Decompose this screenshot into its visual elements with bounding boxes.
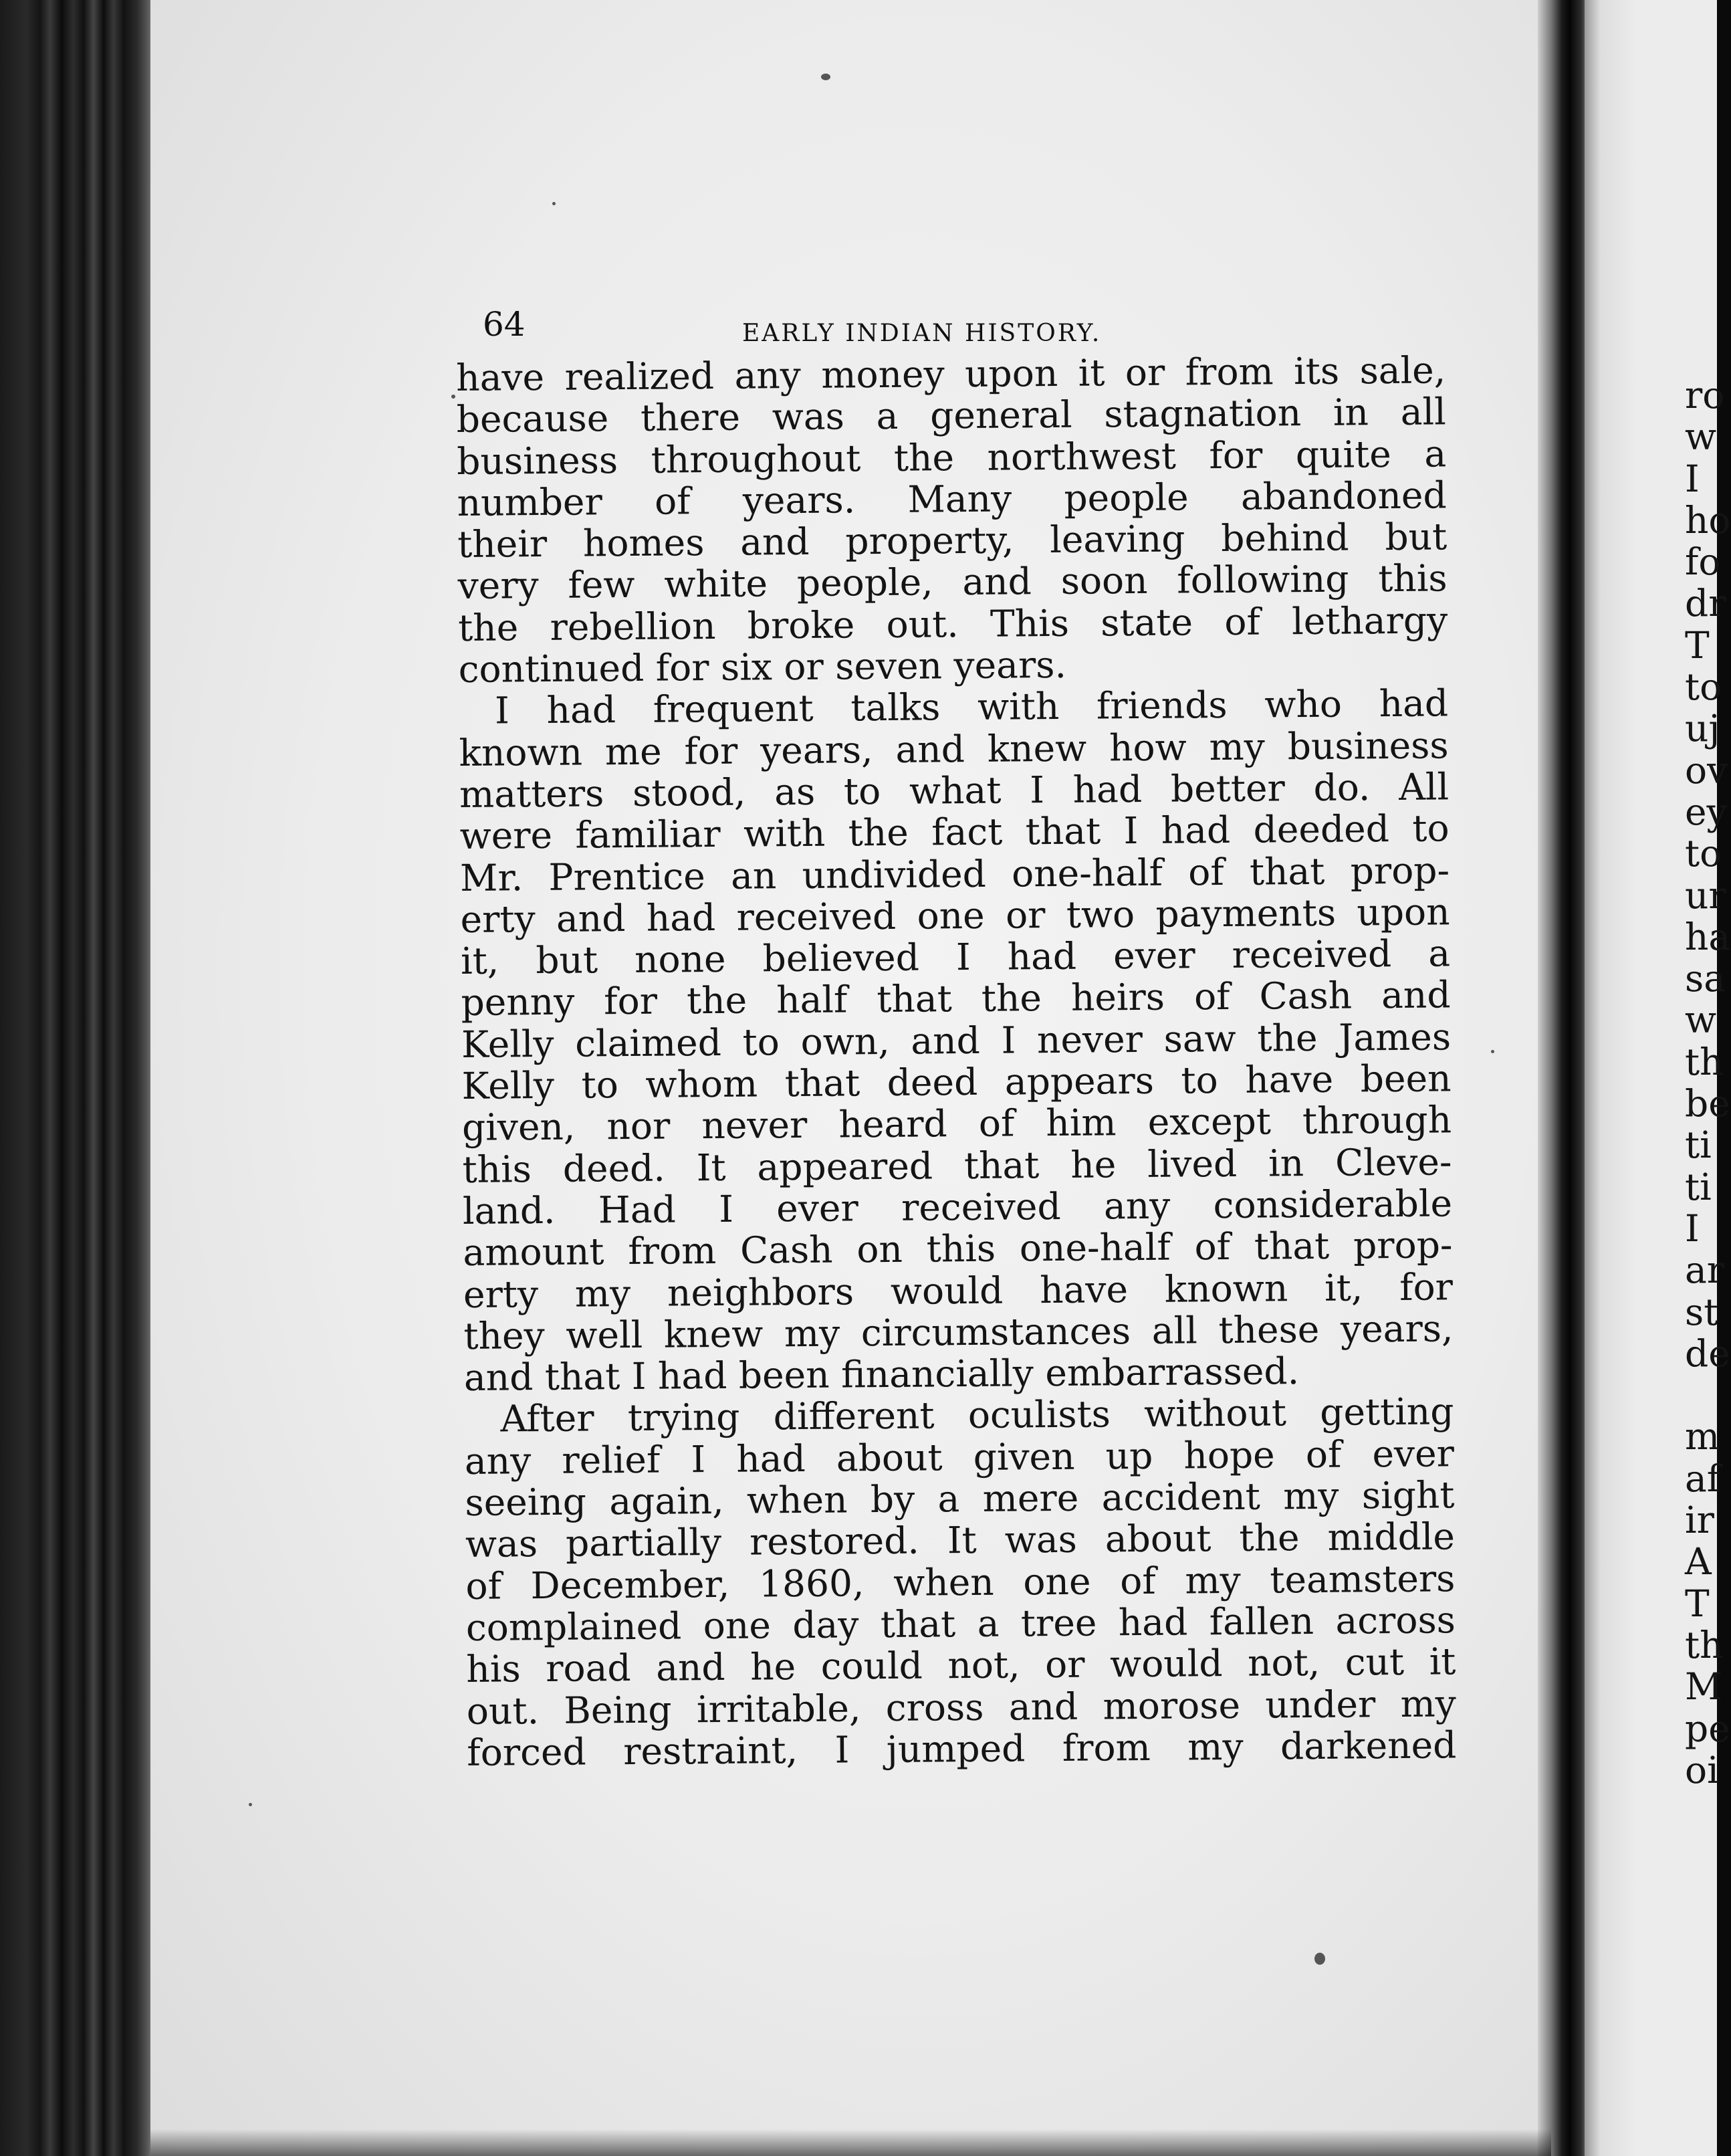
text-line: matters stood, as to what I had better do. All: [459, 765, 1450, 816]
facing-line: T: [1685, 1582, 1710, 1625]
book-binding-edge: [0, 0, 160, 2156]
text-line: any relief I had about given up hope of ever: [464, 1432, 1455, 1483]
text-line: erty my neighbors would have known it, for: [463, 1265, 1454, 1316]
text-line: given, nor never heard of him except through: [461, 1098, 1452, 1150]
facing-line: fo: [1685, 540, 1721, 584]
text-line: Mr. Prentice an undivided one-half of that prop-: [459, 848, 1450, 899]
facing-line: dr: [1685, 582, 1726, 625]
text-line: known me for years, and knew how my business: [459, 724, 1449, 774]
text-line: have realized any money upon it or from its sale,: [455, 348, 1446, 399]
page-header: [483, 305, 1203, 352]
page-number: 64: [483, 305, 526, 344]
facing-line: uj: [1685, 707, 1720, 750]
facing-line: ir: [1685, 1499, 1714, 1542]
text-line: continued for six or seven years.: [458, 643, 1067, 691]
facing-line: oi: [1685, 1748, 1719, 1792]
facing-line: ti: [1685, 1123, 1712, 1167]
text-line: complained one day that a tree had fallen across: [465, 1598, 1456, 1649]
facing-line: ha: [1685, 915, 1731, 958]
facing-line: th: [1685, 1623, 1724, 1666]
text-line: penny for the half that the heirs of Cash and: [461, 973, 1451, 1025]
text-line: Kelly to whom that deed appears to have been: [461, 1057, 1452, 1108]
text-line: Kelly claimed to own, and I never saw the James: [461, 1015, 1452, 1066]
facing-line: M: [1685, 1665, 1723, 1709]
facing-line: I: [1685, 457, 1700, 500]
text-line: very few white people, and soon following this: [457, 556, 1448, 608]
text-line: because there was a general stagnation in all: [456, 390, 1446, 441]
running-head: EARLY INDIAN HISTORY.: [742, 320, 1102, 347]
text-line: out. Being irritable, cross and morose under my: [466, 1681, 1457, 1733]
facing-line: ov: [1685, 748, 1728, 792]
facing-line: ti: [1685, 1165, 1712, 1208]
facing-line: be: [1685, 1082, 1730, 1125]
facing-line: [1685, 1374, 1725, 1416]
facing-line: st: [1685, 1290, 1719, 1333]
text-line: amount from Cash on this one-half of that prop-: [463, 1223, 1453, 1275]
text-line: was partially restored. It was about the middle: [465, 1515, 1456, 1566]
text-line: the rebellion broke out. This state of lethargy: [457, 599, 1448, 649]
text-line: their homes and property, leaving behind but: [457, 515, 1448, 566]
scan-speck: [1314, 1953, 1325, 1965]
facing-line: sa: [1685, 957, 1726, 1000]
page-bottom-shadow: [150, 2129, 1551, 2156]
scan-speck: [821, 74, 830, 80]
facing-line: pe: [1685, 1707, 1730, 1750]
text-line: and that I had been financially embarrassed.: [463, 1350, 1300, 1400]
facing-line: to: [1685, 832, 1722, 875]
scan-speck: [552, 202, 556, 205]
facing-line: m: [1685, 1415, 1720, 1459]
text-line: I had frequent talks with friends who had: [494, 681, 1449, 732]
facing-line: ey: [1685, 790, 1728, 833]
scan-speck: [249, 1803, 252, 1806]
text-line: were familiar with the fact that I had deeded to: [459, 806, 1450, 858]
facing-line: to: [1685, 665, 1722, 709]
text-line: business throughout the northwest for quite a: [456, 431, 1447, 483]
text-line: seeing again, when by a mere accident my sight: [465, 1473, 1455, 1524]
facing-line: th: [1685, 1040, 1724, 1083]
book-gutter: [1538, 0, 1591, 2156]
scan-speck: [451, 395, 455, 399]
text-line: After trying different oculists without getting: [500, 1390, 1454, 1440]
text-line: of December, 1860, when one of my teamsters: [465, 1556, 1456, 1608]
text-line: his road and he could not, or would not, cut it: [466, 1640, 1456, 1691]
text-line: land. Had I ever received any considerable: [462, 1182, 1453, 1232]
facing-line: T: [1685, 623, 1710, 667]
body-text: [456, 349, 1457, 1773]
scan-speck: [1491, 1050, 1494, 1053]
facing-line: w: [1685, 415, 1717, 459]
text-line: this deed. It appeared that he lived in Cleve-: [462, 1140, 1452, 1191]
facing-line: af: [1685, 1457, 1721, 1500]
text-line: it, but none believed I had ever received a: [460, 932, 1451, 983]
facing-line: A: [1685, 1540, 1712, 1584]
facing-line: ar: [1685, 1249, 1725, 1292]
facing-line: ho: [1685, 498, 1731, 542]
text-line: erty and had received one or two payments upon: [460, 890, 1450, 941]
text-line: number of years. Many people abandoned: [457, 473, 1447, 524]
facing-line: w: [1685, 998, 1717, 1042]
facing-page-text: [1685, 374, 1731, 1792]
facing-line: de: [1685, 1331, 1730, 1375]
facing-line: ro: [1685, 374, 1725, 417]
facing-line: ur: [1685, 873, 1726, 917]
facing-line: I: [1685, 1206, 1700, 1250]
text-line: they well knew my circumstances all these years,: [463, 1307, 1454, 1358]
text-line: forced restraint, I jumped from my darkened: [467, 1723, 1457, 1774]
